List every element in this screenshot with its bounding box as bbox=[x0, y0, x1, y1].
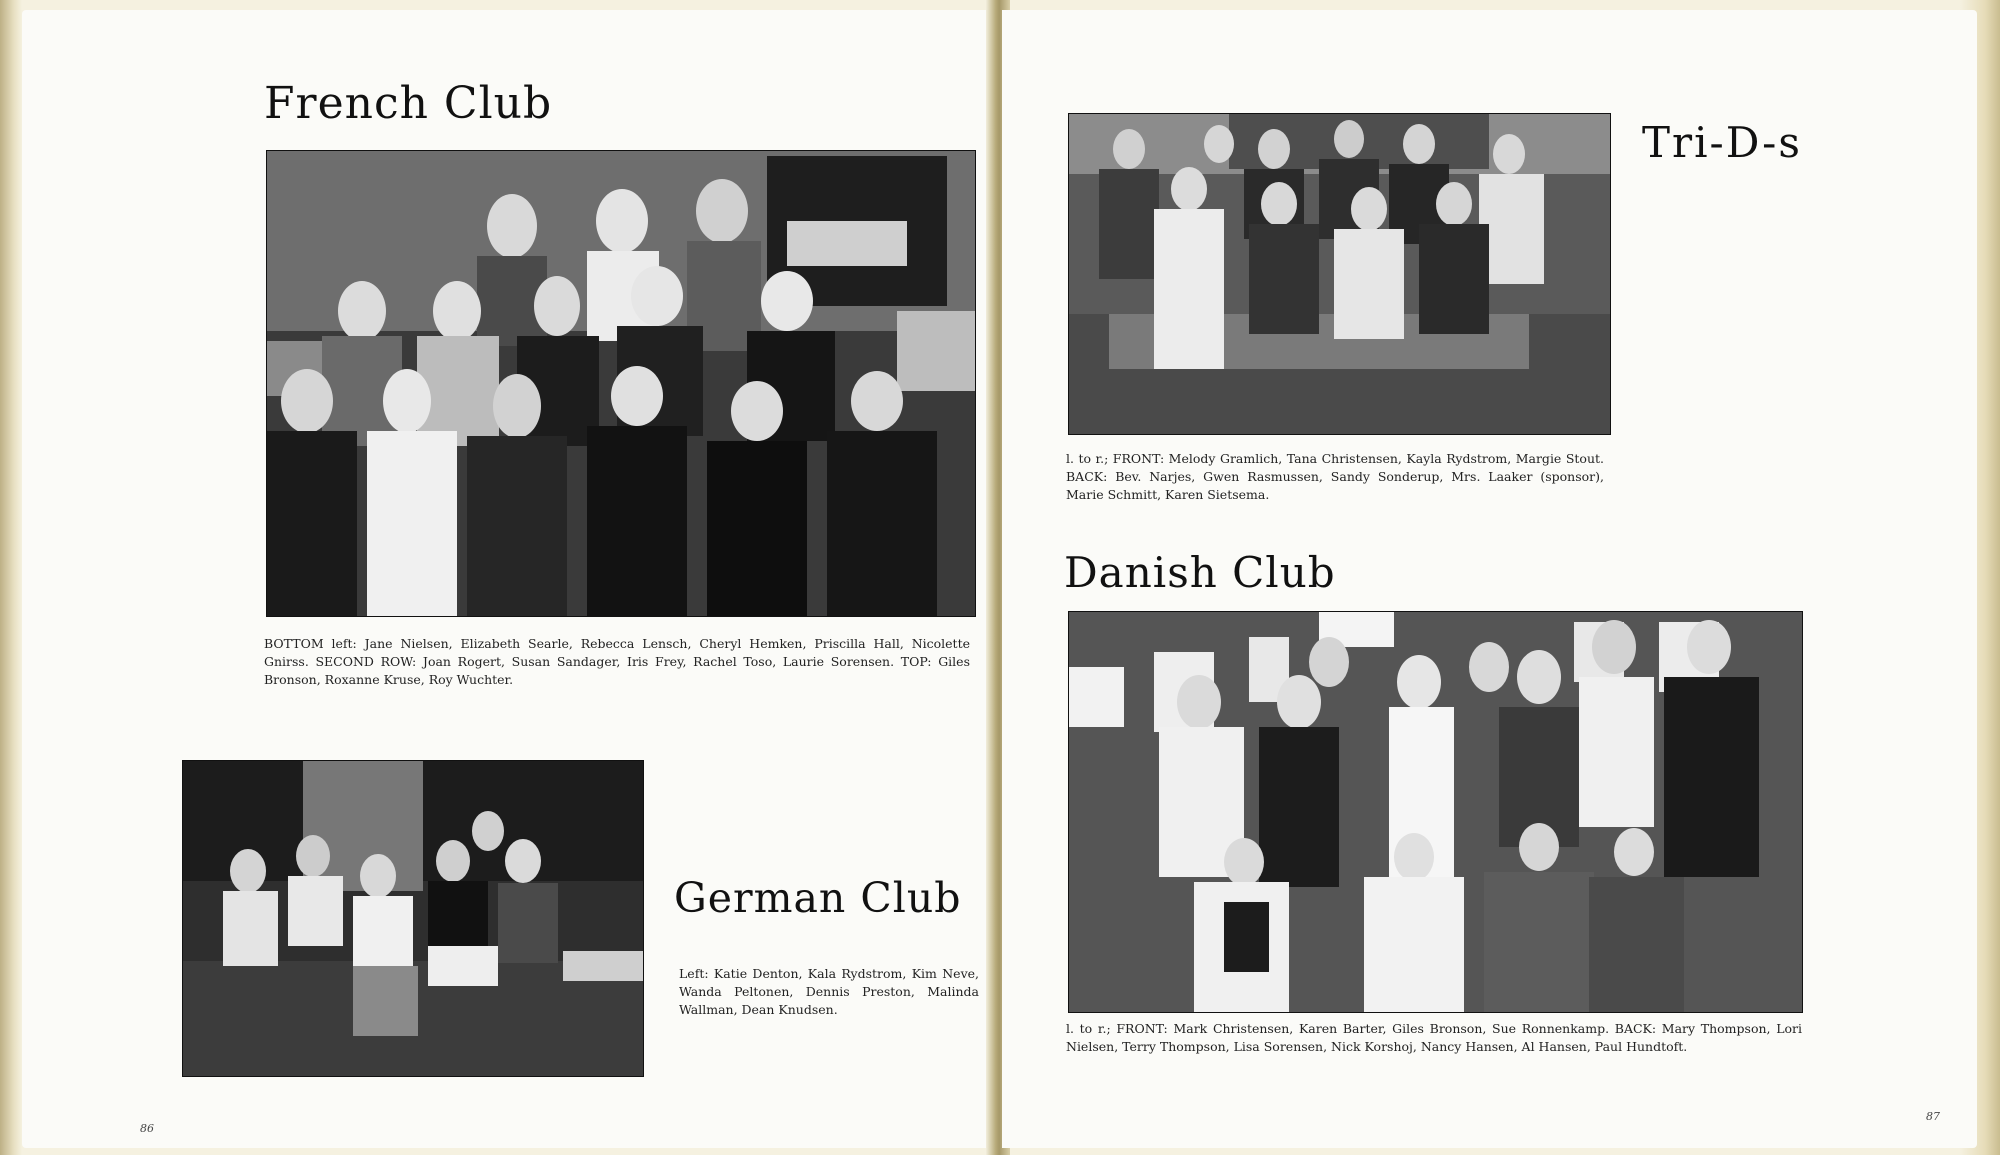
page-number-left: 86 bbox=[140, 1122, 154, 1135]
tri-d-s-caption: l. to r.; FRONT: Melody Gramlich, Tana Christensen, Kayla Rydstrom, Margie Stout. BACK: Bev. Narjes, Gwen Rasmussen, Sandy Sonderup, Mrs. Laaker (sponsor), Marie Schmitt, Karen Sietsema. bbox=[1066, 451, 1604, 502]
german-club-heading: German Club bbox=[674, 874, 962, 922]
danish-club-photo-image bbox=[1069, 612, 1802, 1012]
german-club-photo-image bbox=[183, 761, 643, 1076]
tri-d-s-heading: Tri-D-s bbox=[1642, 118, 1802, 167]
right-page bbox=[1002, 10, 1977, 1148]
french-club-heading: French Club bbox=[264, 78, 553, 129]
german-club-caption: Left: Katie Denton, Kala Rydstrom, Kim Neve, Wanda Peltonen, Dennis Preston, Malinda Wallman, Dean Knudsen. bbox=[679, 966, 979, 1017]
danish-club-photo bbox=[1068, 611, 1803, 1013]
tri-d-s-photo bbox=[1068, 113, 1611, 435]
german-club-photo bbox=[182, 760, 644, 1077]
page-number-right: 87 bbox=[1926, 1110, 1940, 1123]
left-page bbox=[22, 10, 990, 1148]
french-club-caption: BOTTOM left: Jane Nielsen, Elizabeth Searle, Rebecca Lensch, Cheryl Hemken, Priscilla Hall, Nicolette Gnirss. SECOND ROW: Joan Rogert, Susan Sandager, Iris Frey, Rachel Toso, Laurie Sorensen. TOP: Giles Bronson, Roxanne Kruse, Roy Wuchter. bbox=[264, 636, 970, 687]
tri-d-s-photo-image bbox=[1069, 114, 1610, 434]
french-club-photo bbox=[266, 150, 976, 617]
danish-club-heading: Danish Club bbox=[1064, 548, 1336, 597]
french-club-photo-image bbox=[267, 151, 975, 616]
danish-club-caption: l. to r.; FRONT: Mark Christensen, Karen Barter, Giles Bronson, Sue Ronnenkamp. BACK: Mary Thompson, Lori Nielsen, Terry Thompson, Lisa Sorensen, Nick Korshoj, Nancy Hansen, Al Hansen, Paul Hundtoft. bbox=[1066, 1021, 1802, 1054]
